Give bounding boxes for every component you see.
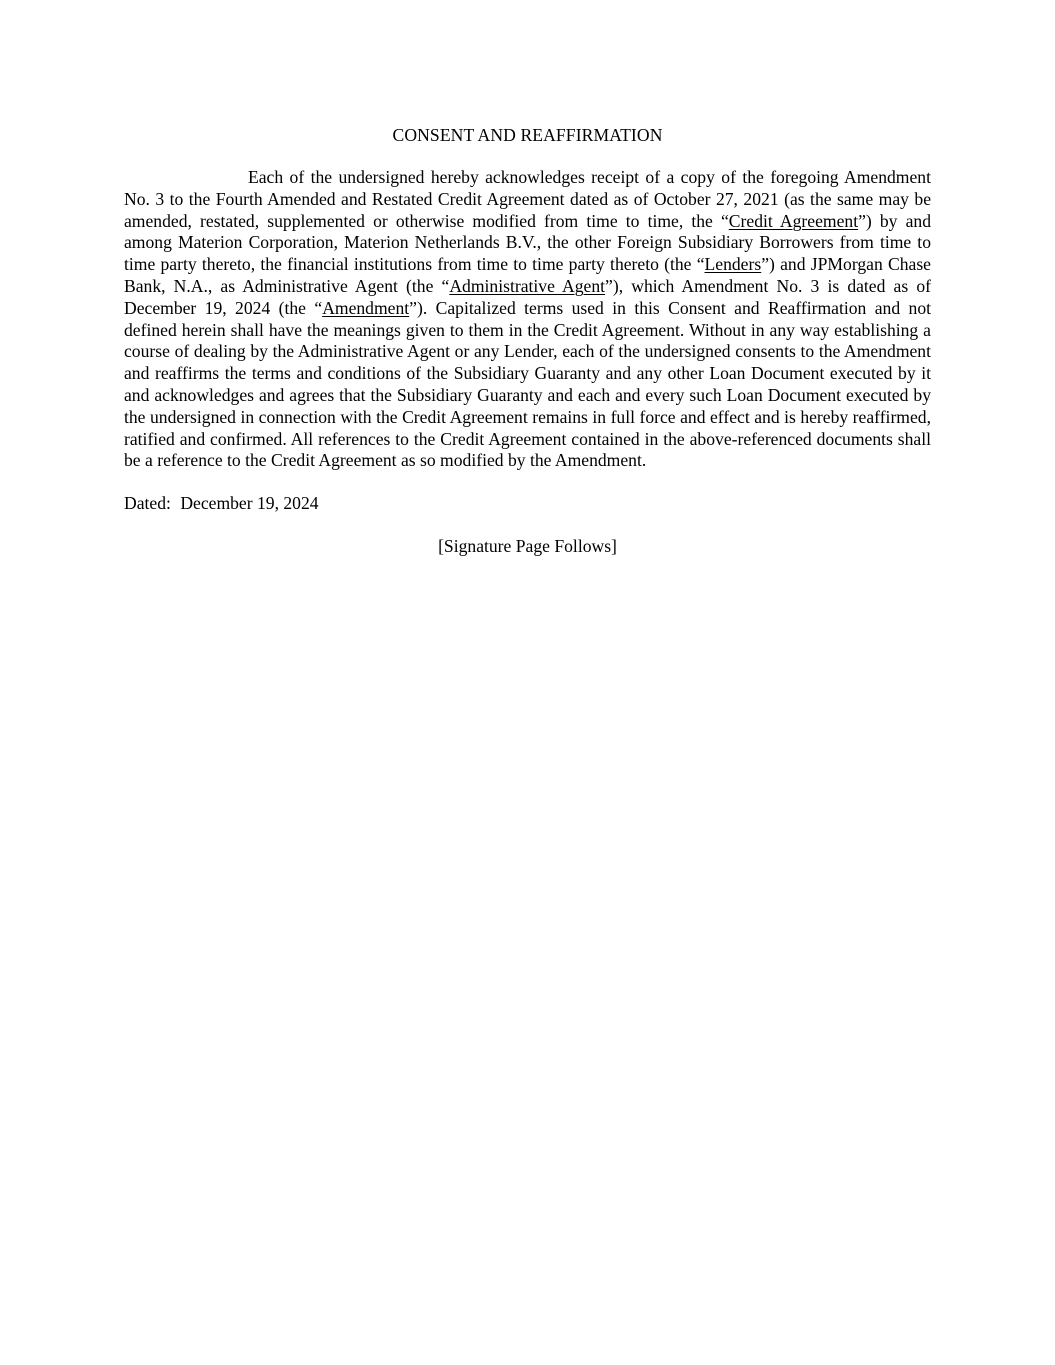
paragraph-text-4: ”), which Amendment No. 3 is dated as of December 19, 2024 (the “ <box>124 275 931 318</box>
defined-term-amendment: Amendment <box>322 297 410 318</box>
consent-paragraph <box>124 167 931 472</box>
signature-page-note: [Signature Page Follows] <box>438 535 617 556</box>
document-body <box>124 124 931 558</box>
paragraph-text-3: ”) and JPMorgan Chase Bank, N.A., as Administrative Agent (the “ <box>124 254 931 296</box>
defined-term-administrative-agent: Administrative Agent <box>449 275 606 296</box>
dated-line <box>124 493 931 515</box>
dated-label: Dated: <box>124 493 171 514</box>
dated-value: December 19, 2024 <box>180 493 319 514</box>
paragraph-text-1: Each of the undersigned hereby acknowledges receipt of a copy of the foregoing Amendment No. 3 to the Fourth Amended and Restated Credit Agreement dated as of October 27, 2021 (as the same may be amended, restated, supplemented or otherwise modified from time to time, the “ <box>124 167 931 231</box>
defined-term-lenders: Lenders <box>704 254 762 275</box>
document-title: CONSENT AND REAFFIRMATION <box>392 125 663 145</box>
paragraph-text-5: ”). Capitalized terms used in this Consent and Reaffirmation and not defined herein shall have the meanings given to them in the Credit Agreement. Without in any way establishing a course of dealing by the Administrative Agent or any Lender, each of the undersigned consents to the Amendment and reaffirms the terms and conditions of the Subsidiary Guaranty and any other Loan Document executed by it and acknowledges and agrees that the Subsidiary Guaranty and each and every such Loan Document executed by the undersigned in connection with the Credit Agreement remains in full force and effect and is hereby reaffirmed, ratified and confirmed. All references to the Credit Agreement contained in the above-referenced documents shall be a reference to the Credit Agreement as so modified by the Amendment. <box>124 297 932 471</box>
paragraph-text-2: ”) by and among Materion Corporation, Materion Netherlands B.V., the other Foreign Subsidiary Borrowers from time to time party thereto, the financial institutions from time to time party thereto (the “ <box>124 210 932 275</box>
defined-term-credit-agreement: Credit Agreement <box>728 210 859 231</box>
